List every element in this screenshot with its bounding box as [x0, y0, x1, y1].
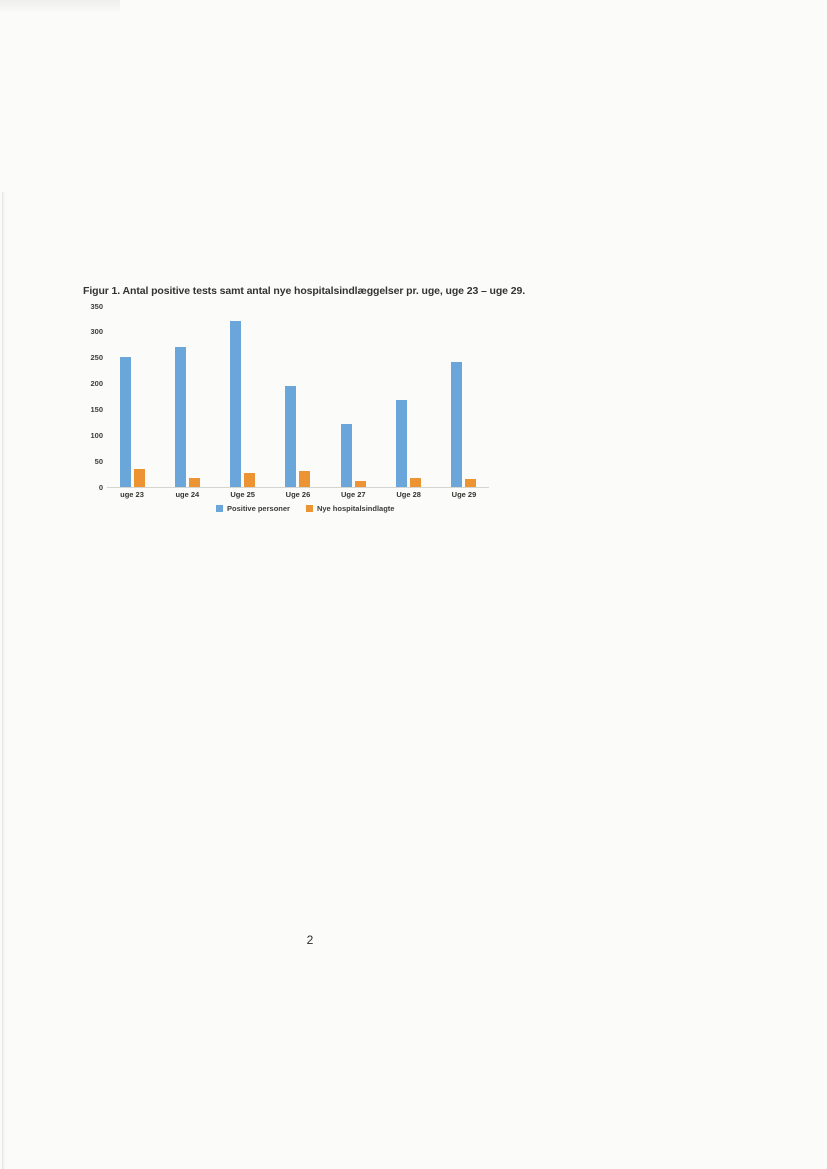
bar-positive-uge-29 [451, 362, 462, 487]
chart-legend [216, 504, 394, 513]
legend-label-positive: Positive personer [227, 504, 290, 513]
bar-positive-uge-27 [341, 424, 352, 488]
y-axis-tick-250: 250 [90, 353, 103, 363]
bar-positive-uge-25 [230, 321, 241, 487]
x-axis-label-uge-29: Uge 29 [451, 489, 477, 499]
y-axis-tick-150: 150 [90, 405, 103, 415]
bar-hospital-uge-24 [189, 478, 200, 487]
y-axis-tick-300: 300 [90, 327, 103, 337]
bar-positive-uge-24 [175, 347, 186, 487]
bar-hospital-uge-26 [299, 471, 310, 487]
legend-swatch-positive [216, 505, 223, 512]
bar-hospital-uge-27 [355, 481, 366, 488]
bar-positive-uge-28 [396, 400, 407, 488]
y-axis-tick-100: 100 [90, 431, 103, 441]
bar-positive-uge-23 [120, 357, 131, 487]
x-axis-label-uge-28: Uge 28 [396, 489, 421, 499]
x-axis-label-uge-25: Uge 25 [230, 489, 255, 499]
x-axis-label-uge-27: Uge 27 [341, 489, 366, 499]
bar-hospital-uge-23 [134, 469, 145, 487]
x-axis-label-uge-24: uge 24 [175, 489, 200, 499]
bar-hospital-uge-29 [465, 479, 476, 488]
bar-hospital-uge-28 [410, 478, 421, 487]
y-axis-tick-0: 0 [98, 483, 103, 492]
y-axis-tick-200: 200 [90, 379, 103, 389]
bar-hospital-uge-25 [244, 473, 255, 488]
legend-item-hospital [306, 504, 395, 513]
x-axis-label-uge-23: uge 23 [120, 489, 144, 499]
x-axis-line [107, 487, 489, 488]
legend-item-positive [216, 504, 290, 513]
y-axis-tick-350: 350 [90, 301, 103, 311]
page-number: 2 [306, 933, 314, 947]
bar-positive-uge-26 [285, 386, 296, 487]
legend-swatch-hospital [306, 505, 313, 512]
x-axis-label-uge-26: Uge 26 [285, 489, 311, 499]
legend-label-hospital: Nye hospitalsindlagte [316, 504, 395, 513]
figure-caption: Figur 1. Antal positive tests samt antal nye hospitalsindlæggelser pr. uge, uge 23 – uge 29. [83, 284, 526, 297]
y-axis-tick-50: 50 [94, 457, 103, 467]
